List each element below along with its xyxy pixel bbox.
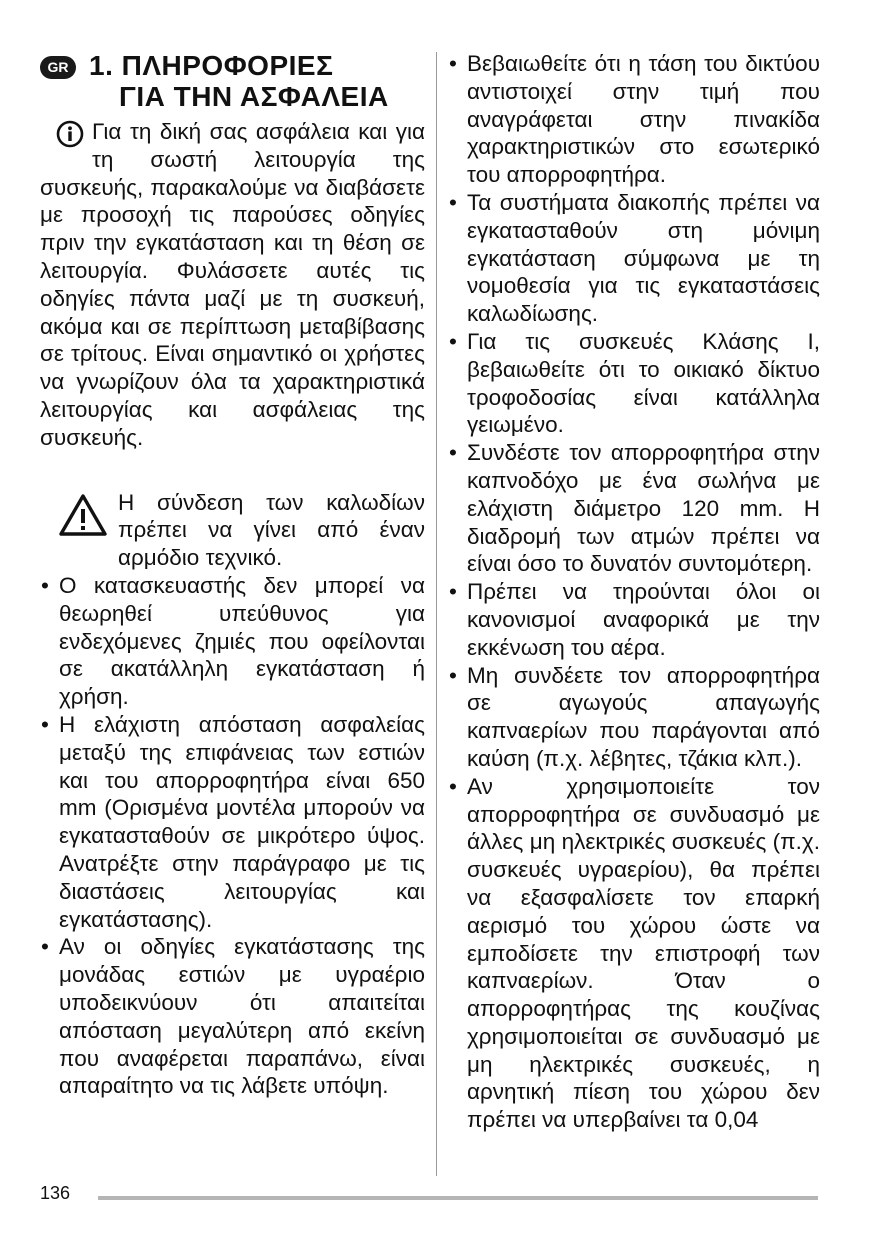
list-item (40, 711, 425, 933)
column-divider (436, 52, 437, 1176)
left-column (40, 50, 425, 1100)
page-footer (40, 1183, 820, 1203)
list-item (448, 50, 820, 189)
right-column (448, 50, 820, 1134)
list-item-text: Μη συνδέετε τον απορροφητήρα σε αγωγούς απαγωγής καπναερίων που παράγονται από καύση (π.χ. λέβητες, τζάκια κλπ.). (467, 662, 820, 771)
section-title (89, 50, 419, 112)
list-item-text: Αν οι οδηγίες εγκατάστασης της μονάδας εστιών με υγραέριο υποδεικνύουν ότι απαιτείται απόσταση μεγαλύτερη από εκείνη που αναφέρεται παραπάνω, είναι απαραίτητο να τις λάβετε υπόψη. (59, 934, 425, 1099)
list-item-text: Αν χρησιμοποιείτε τον απορροφητήρα σε συνδυασμό με άλλες μη ηλεκτρικές συσκευές (π.χ. συσκευές υγραερίου), θα πρέπει να εξασφαλίσετε τον επαρκή αερισμό του χώρου ώστε να εμποδίσετε την επιστροφή των καπναερίων. Όταν ο απορροφητήρας της κουζίνας χρησιμοποιείται σε συνδυασμό με μη ηλεκτρικές συσκευές, η αρνητική πίεση του χώρου δεν πρέπει να υπερβαίνει τα 0,04 (467, 773, 820, 1133)
language-badge: GR (40, 56, 76, 79)
bullet-dot: • (449, 440, 457, 466)
bullet-dot: • (449, 579, 457, 605)
list-item-text: Για τις συσκευές Κλάσης Ι, βεβαιωθείτε ότι το οικιακό δίκτυο τροφοδοσίας είναι κατάλληλα γειωμένο. (467, 328, 820, 438)
list-item (40, 933, 425, 1100)
section-title-line1: 1. ΠΛΗΡΟΦΟΡΙΕΣ (89, 50, 334, 81)
bullet-dot: • (449, 773, 457, 799)
section-title-line2: ΓΙΑ ΤΗΝ ΑΣΦΑΛΕΙΑ (119, 81, 389, 112)
info-circle-icon (56, 120, 84, 148)
list-item-text: Πρέπει να τηρούνται όλοι οι κανονισμοί αναφορικά με την εκκένωση του αέρα. (467, 579, 820, 660)
list-item-text: Η ελάχιστη απόσταση ασφαλείας μεταξύ της επιφάνειας των εστιών και του απορροφητήρα είναι 650 mm (Ορισμένα μοντέλα μπορούν να εγκατασταθούν σε μικρότερο ύψος. Ανατρέξτε στην παράγραφο με τις διαστάσεις λειτουργίας και εγκατάστασης). (59, 711, 425, 932)
warning-triangle-icon (58, 493, 108, 537)
bullet-dot: • (449, 328, 457, 354)
warning-block (40, 489, 425, 572)
list-item (448, 578, 820, 661)
list-item (448, 662, 820, 773)
bullet-dot: • (41, 711, 49, 737)
section-heading (40, 50, 425, 114)
page-number: 136 (40, 1183, 71, 1203)
bullet-dot: • (41, 572, 49, 598)
bullet-dot: • (449, 189, 457, 215)
list-item-text: Συνδέστε τον απορροφητήρα στην καπνοδόχο με ένα σωλήνα με ελάχιστη διάμετρο 120 mm. Η διαδρομή των ατμών πρέπει να είναι όσο το δυνατόν συντομότερη. (467, 440, 820, 577)
list-item (448, 439, 820, 578)
info-paragraph: Για τη δική σας ασφάλεια και για τη σωστή λειτουργία της συσκευής, παρακαλούμε να διαβάσετε με προσοχή τις παρούσες οδηγίες πριν την εγκατάσταση και τη θέση σε λειτουργία. Φυλάσσετε αυτές τις οδηγίες πάντα μαζί με τη συσκευή, ακόμα και σε περίπτωση μεταβίβασης σε τρίτους. Είναι σημαντικό οι χρήστες να γνωρίζουν όλα τα χαρακτηριστικά λειτουργίας και ασφάλειας της συσκευής. (40, 119, 425, 450)
list-item (448, 773, 820, 1134)
list-item (448, 328, 820, 439)
left-bullet-list (40, 572, 425, 1100)
right-bullet-list (448, 50, 820, 1134)
list-item-text: Βεβαιωθείτε ότι η τάση του δικτύου αντιστοιχεί στην τιμή που αναγράφεται στην πινακίδα χαρακτηριστικών στο εσωτερικό του απορροφητήρα. (467, 51, 820, 188)
list-item-text: Ο κατασκευαστής δεν μπορεί να θεωρηθεί υπεύθυνος για ενδεχόμενες ζημιές που οφείλονται σε ακατάλληλη εγκατάσταση ή χρήση. (59, 572, 425, 710)
info-block (40, 118, 425, 452)
bullet-dot: • (449, 51, 457, 76)
warning-paragraph: Η σύνδεση των καλωδίων πρέπει να γίνει από έναν αρμόδιο τεχνικό. (118, 489, 425, 571)
bullet-dot: • (41, 934, 49, 960)
list-item (40, 572, 425, 711)
list-item (448, 189, 820, 328)
footer-rule (98, 1196, 818, 1200)
list-item-text: Τα συστήματα διακοπής πρέπει να εγκατασταθούν στη μόνιμη εγκατάσταση σύμφωνα με τη νομοθεσία για τις εγκαταστάσεις καλωδίωσης. (467, 189, 820, 327)
bullet-dot: • (449, 662, 457, 688)
